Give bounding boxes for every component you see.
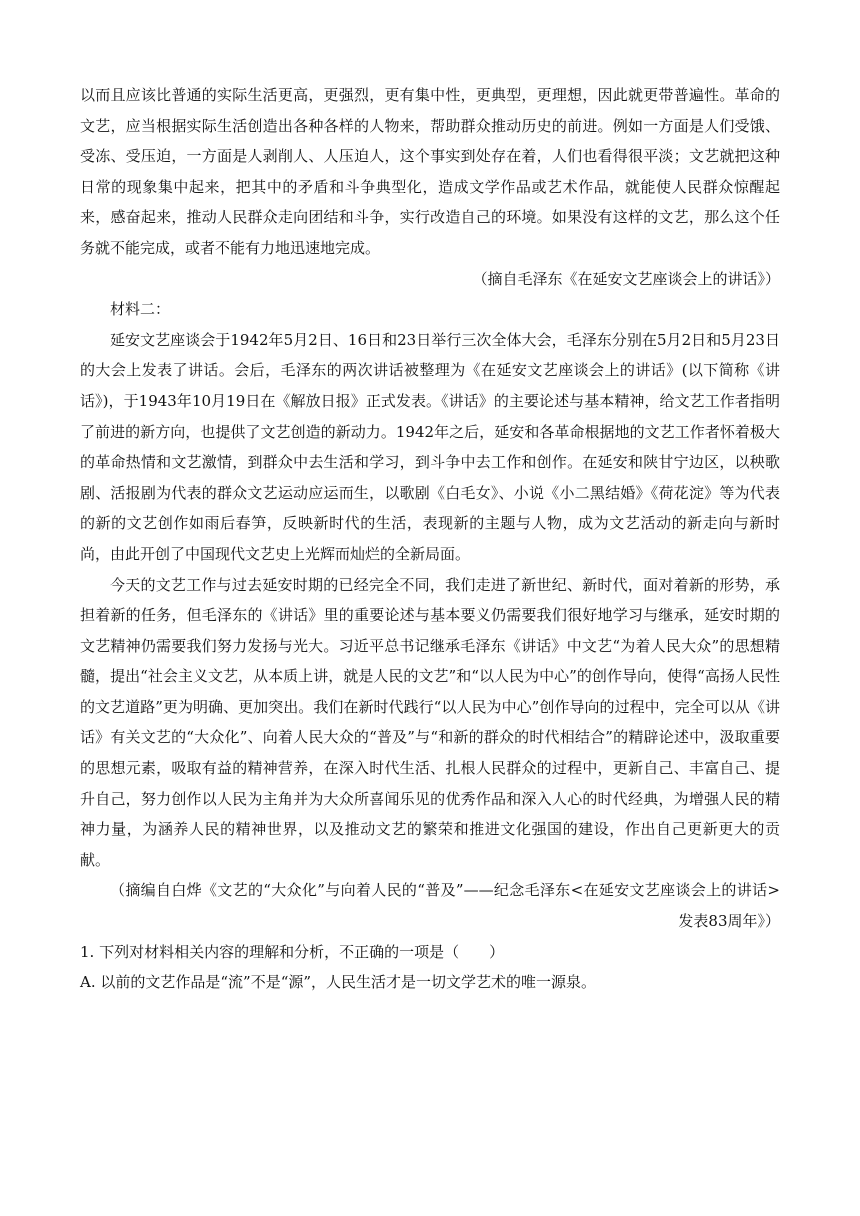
source-citation-1: （摘自毛泽东《在延安文艺座谈会上的讲话》）: [472, 269, 780, 288]
paragraph-material2-2: 今天的文艺工作与过去延安时期的已经完全不同，我们走进了新世纪、新时代，面对着新的形势，承担着新的任务，但毛泽东的《讲话》里的重要论述与基本要义仍需要我们很好地学习与继承，延安时期的文艺精神仍需要我们努力发扬与光大。习近平总书记继承毛泽东《讲话》中文艺“为着人民大众”的思想精髓，提出“社会主义文艺，从本质上讲，就是人民的文艺”和“以人民为中心”的创作导向，使得“高扬人民性的文艺道路”更为明确、更加突出。我们在新时代践行“以人民为中心”创作导向的过程中，完全可以从《讲话》有关文艺的“大众化”、向着人民大众的“普及”与“和新的群众的时代相结合”的精辟论述中，汲取重要的思想元素，吸取有益的精神营养，在深入时代生活、扎根人民群众的过程中，更新自己、丰富自己、提升自己，努力创作以人民为主角并为大众所喜闻乐见的优秀作品和深入人心的时代经典，为增强人民的精神力量，为涵养人民的精神世界，以及推动文艺的繁荣和推进文化强国的建设，作出自己更新更大的贡献。: [80, 575, 780, 869]
document-page: [80, 80, 780, 998]
option-a: A. 以前的文艺作品是“流”不是“源”，人民生活才是一切文学艺术的唯一源泉。: [80, 973, 597, 992]
paragraph-material2-1: 延安文艺座谈会于1942年5月2日、16日和23日举行三次全体大会，毛泽东分别在5月2日和5月23日的大会上发表了讲话。会后，毛泽东的两次讲话被整理为《在延安文艺座谈会上的讲话》(以下简称《讲话》)，于1943年10月19日在《解放日报》正式发表。《讲话》的主要论述与基本精神，给文艺工作者指明了前进的新方向，也提供了文艺创造的新动力。1942年之后，延安和各革命根据地的文艺工作者怀着极大的革命热情和文艺激情，到群众中去生活和学习，到斗争中去工作和创作。在延安和陕甘宁边区，以秧歌剧、活报剧为代表的群众文艺运动应运而生，以歌剧《白毛女》、小说《小二黑结婚》《荷花淀》等为代表的新的文艺创作如雨后春笋，反映新时代的生活，表现新的主题与人物，成为文艺活动的新走向与新时尚，由此开创了中国现代文艺史上光辉而灿烂的全新局面。: [80, 330, 780, 563]
source-citation-2: （摘编自白烨《文艺的“大众化”与向着人民的“普及”——纪念毛泽东<在延安文艺座谈会上的讲话>发表83周年》）: [110, 881, 780, 931]
paragraph-intro: 以而且应该比普通的实际生活更高，更强烈，更有集中性，更典型，更理想，因此就更带普遍性。革命的文艺，应当根据实际生活创造出各种各样的人物来，帮助群众推动历史的前进。例如一方面是人们受饿、受冻、受压迫，一方面是人剥削人、人压迫人，这个事实到处存在着，人们也看得很平淡；文艺就把这种日常的现象集中起来，把其中的矛盾和斗争典型化，造成文学作品或艺术作品，就能使人民群众惊醒起来，感奋起来，推动人民群众走向团结和斗争，实行改造自己的环境。如果没有这样的文艺，那么这个任务就不能完成，或者不能有力地迅速地完成。: [80, 86, 780, 257]
question-1: 1. 下列对材料相关内容的理解和分析，不正确的一项是（ ）: [80, 942, 505, 961]
material-2-label: 材料二：: [110, 300, 171, 319]
